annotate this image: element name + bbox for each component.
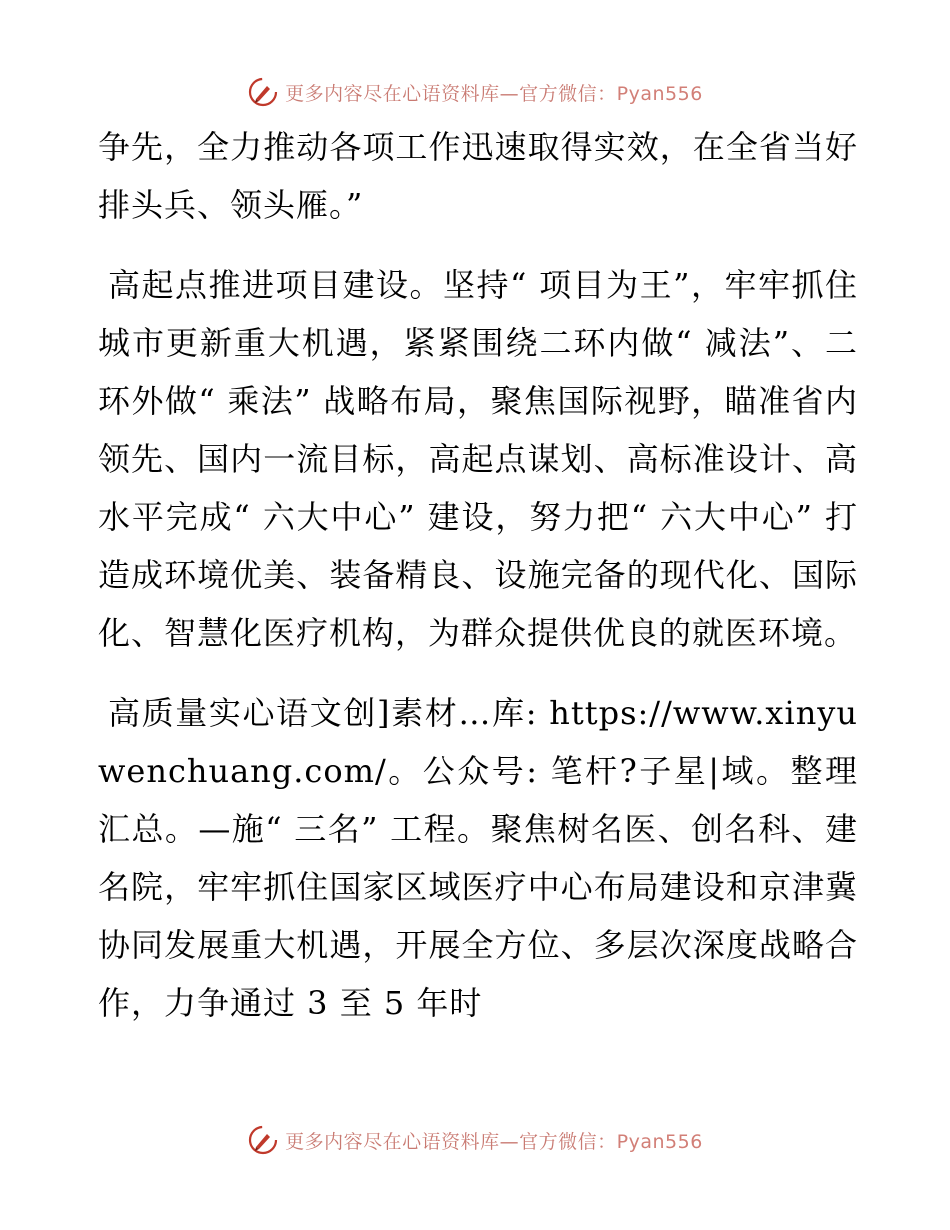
pen-logo-icon	[247, 1124, 279, 1156]
watermark-text: 更多内容尽在心语资料库—官方微信：Pyan556	[285, 82, 703, 105]
paragraph: 争先，全力推动各项工作迅速取得实效，在全省当好排头兵、领头雁。”	[98, 128, 858, 224]
watermark-text: 更多内容尽在心语资料库—官方微信：Pyan556	[285, 1130, 703, 1153]
pen-logo-icon	[247, 76, 279, 108]
paragraph: 高质量实心语文创]素材…库: https://www.xinyuwenchuang.com/。公众号: 笔杆?子星|域。整理汇总。—施“ 三名” 工程。聚焦树名医、创名科、建名院，牢牢抓住国家区域医疗中心布局建设和京津冀协同发展重大机遇，开展全方位、多层次深度战略合作，力争通过 3 至 5 年时	[98, 694, 858, 1022]
header-watermark	[0, 72, 950, 112]
paragraph: 高起点推进项目建设。坚持“ 项目为王”，牢牢抓住城市更新重大机遇，紧紧围绕二环内做“ 减法”、二环外做“ 乘法” 战略布局，聚焦国际视野，瞄准省内领先、国内一流目标，高起点谋划、高标准设计、高水平完成“ 六大中心” 建设，努力把“ 六大中心” 打造成环境优美、装备精良、设施完备的现代化、国际化、智慧化医疗机构，为群众提供优良的就医环境。	[98, 266, 858, 652]
footer-watermark	[0, 1120, 950, 1160]
document-body	[98, 118, 858, 1032]
